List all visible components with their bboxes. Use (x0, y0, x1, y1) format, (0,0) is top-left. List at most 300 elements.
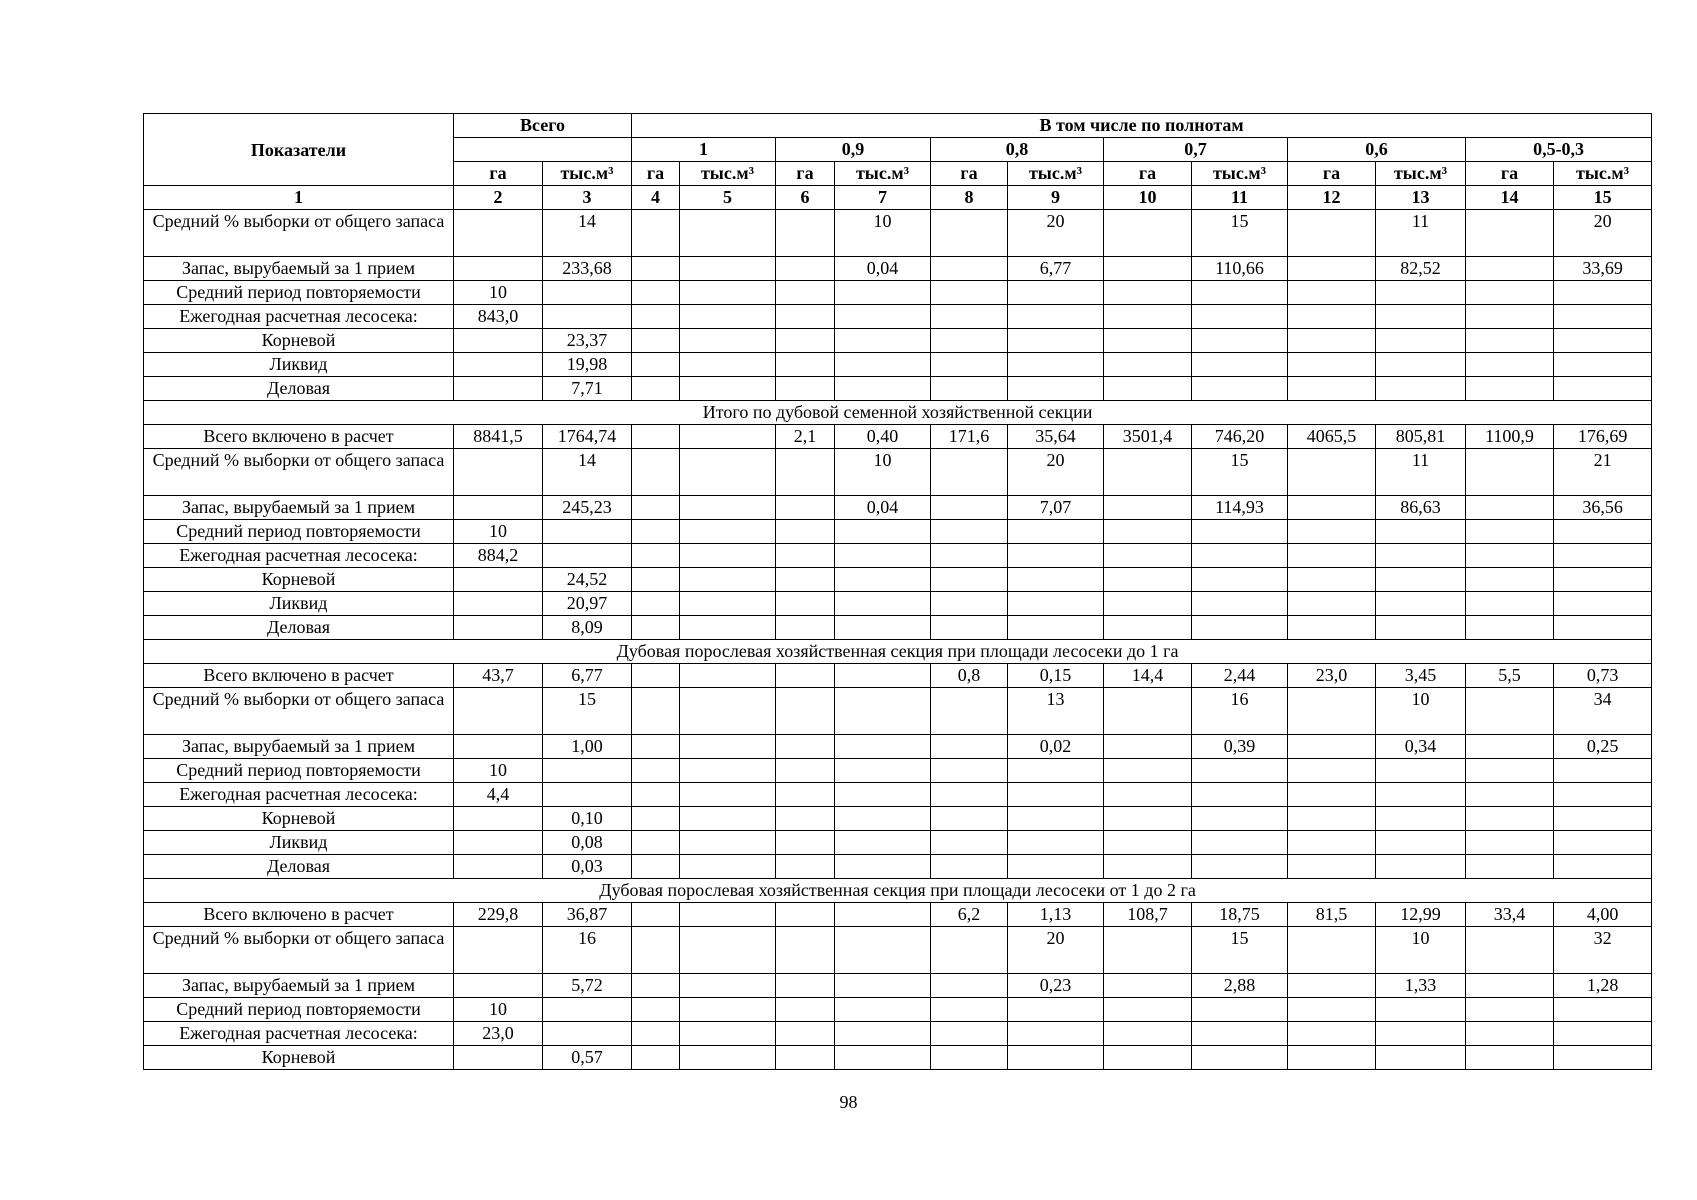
table-cell (1008, 544, 1104, 568)
table-cell: 36,87 (543, 903, 632, 927)
cutting-area-table (143, 113, 1652, 1070)
table-cell (543, 998, 632, 1022)
header-density: 0,6 (1288, 138, 1466, 162)
table-cell (835, 998, 931, 1022)
table-cell (1104, 449, 1192, 496)
page-number: 98 (839, 1092, 858, 1112)
table-cell (776, 377, 835, 401)
table-cell (680, 353, 776, 377)
table-cell (835, 616, 931, 640)
table-cell: 8841,5 (454, 425, 543, 449)
row-label: Средний % выборки от общего запаса (144, 688, 454, 735)
table-cell (776, 281, 835, 305)
table-cell (1466, 353, 1554, 377)
section-title-row (144, 879, 1652, 903)
header-unit: тыс.м³ (1554, 162, 1652, 186)
table-cell (835, 353, 931, 377)
table-cell (1192, 329, 1288, 353)
table-cell (776, 807, 835, 831)
table-cell (1288, 496, 1376, 520)
table-cell (1192, 759, 1288, 783)
table-cell (776, 592, 835, 616)
table-cell (454, 257, 543, 281)
table-row (144, 807, 1652, 831)
table-cell (1554, 592, 1652, 616)
table-cell (680, 1022, 776, 1046)
row-label: Ежегодная расчетная лесосека: (144, 544, 454, 568)
table-cell: 11 (1376, 210, 1466, 257)
table-cell (680, 449, 776, 496)
table-cell (1466, 783, 1554, 807)
table-cell (632, 616, 680, 640)
table-cell (931, 855, 1008, 879)
table-cell (776, 831, 835, 855)
table-cell (1288, 1022, 1376, 1046)
table-cell (1376, 377, 1466, 401)
table-cell (632, 425, 680, 449)
table-cell: 13 (1008, 688, 1104, 735)
row-label: Средний период повторяемости (144, 759, 454, 783)
table-cell (454, 688, 543, 735)
table-row (144, 353, 1652, 377)
table-cell: 23,37 (543, 329, 632, 353)
header-unit: тыс.м³ (1008, 162, 1104, 186)
table-cell: 1,33 (1376, 974, 1466, 998)
table-cell (835, 281, 931, 305)
table-row (144, 496, 1652, 520)
header-column-number: 11 (1192, 186, 1288, 210)
section-title: Дубовая порослевая хозяйственная секция при площади лесосеки от 1 до 2 га (144, 879, 1652, 903)
header-density: 0,7 (1104, 138, 1288, 162)
row-label: Средний % выборки от общего запаса (144, 449, 454, 496)
table-cell (1376, 305, 1466, 329)
table-row (144, 1022, 1652, 1046)
table-cell: 10 (1376, 688, 1466, 735)
table-cell (454, 616, 543, 640)
table-cell: 1100,9 (1466, 425, 1554, 449)
header-column-number: 10 (1104, 186, 1192, 210)
table-cell (680, 544, 776, 568)
table-cell (632, 927, 680, 974)
table-cell (680, 568, 776, 592)
table-cell (1376, 783, 1466, 807)
table-cell (1288, 974, 1376, 998)
table-cell: 746,20 (1192, 425, 1288, 449)
table-cell (931, 377, 1008, 401)
table-row (144, 927, 1652, 974)
row-label: Деловая (144, 855, 454, 879)
table-cell (1192, 831, 1288, 855)
table-row (144, 735, 1652, 759)
table-cell: 36,56 (1554, 496, 1652, 520)
table-cell: 33,69 (1554, 257, 1652, 281)
table-cell (1288, 855, 1376, 879)
table-cell: 3501,4 (1104, 425, 1192, 449)
header-unit: га (931, 162, 1008, 186)
table-cell (1376, 544, 1466, 568)
table-cell: 0,10 (543, 807, 632, 831)
table-cell (931, 783, 1008, 807)
table-cell (1104, 807, 1192, 831)
table-cell (1104, 998, 1192, 1022)
table-row (144, 520, 1652, 544)
table-cell (835, 974, 931, 998)
header-density: 0,9 (776, 138, 931, 162)
header-column-number: 7 (835, 186, 931, 210)
table-cell (1104, 616, 1192, 640)
row-label: Ликвид (144, 831, 454, 855)
table-cell (776, 759, 835, 783)
table-cell: 1,28 (1554, 974, 1652, 998)
table-cell (1466, 616, 1554, 640)
row-label: Запас, вырубаемый за 1 прием (144, 735, 454, 759)
table-cell (1008, 759, 1104, 783)
table-cell (1104, 329, 1192, 353)
table-cell (1466, 831, 1554, 855)
header-unit: тыс.м³ (835, 162, 931, 186)
row-label: Всего включено в расчет (144, 903, 454, 927)
table-cell (680, 425, 776, 449)
table-cell (1192, 305, 1288, 329)
table-cell (1192, 592, 1288, 616)
table-cell (835, 568, 931, 592)
table-cell: 233,68 (543, 257, 632, 281)
table-cell (835, 855, 931, 879)
table-cell (1466, 807, 1554, 831)
table-cell: 16 (543, 927, 632, 974)
table-cell (835, 1022, 931, 1046)
table-cell (1554, 831, 1652, 855)
table-cell (776, 520, 835, 544)
table-row (144, 783, 1652, 807)
table-cell (1288, 1046, 1376, 1070)
table-cell (1104, 974, 1192, 998)
table-cell (1288, 449, 1376, 496)
table-cell (680, 377, 776, 401)
table-cell (1104, 735, 1192, 759)
table-cell (1008, 1046, 1104, 1070)
table-cell (931, 329, 1008, 353)
section-title: Итого по дубовой семенной хозяйственной секции (144, 401, 1652, 425)
table-cell: 8,09 (543, 616, 632, 640)
table-cell (1104, 688, 1192, 735)
table-cell (776, 616, 835, 640)
table-cell (931, 544, 1008, 568)
header-column-number: 14 (1466, 186, 1554, 210)
header-column-number: 5 (680, 186, 776, 210)
table-cell (632, 257, 680, 281)
table-row (144, 449, 1652, 496)
table-cell (835, 735, 931, 759)
table-cell (632, 592, 680, 616)
table-header (144, 114, 1652, 210)
table-cell (1104, 353, 1192, 377)
header-total: Всего (454, 114, 632, 138)
table-cell (931, 759, 1008, 783)
table-cell (1008, 329, 1104, 353)
table-cell (1376, 807, 1466, 831)
table-cell: 0,34 (1376, 735, 1466, 759)
table-cell (1466, 449, 1554, 496)
table-cell (931, 807, 1008, 831)
table-cell: 0,23 (1008, 974, 1104, 998)
table-cell (931, 257, 1008, 281)
table-cell (1288, 616, 1376, 640)
table-cell (1376, 329, 1466, 353)
table-row (144, 664, 1652, 688)
table-cell (680, 592, 776, 616)
table-cell: 0,57 (543, 1046, 632, 1070)
table-cell (680, 305, 776, 329)
table-cell (1104, 520, 1192, 544)
table-cell (680, 903, 776, 927)
table-cell (1466, 520, 1554, 544)
header-column-number: 1 (144, 186, 454, 210)
table-row (144, 831, 1652, 855)
table-cell (776, 855, 835, 879)
table-row (144, 616, 1652, 640)
table-cell (1376, 281, 1466, 305)
table-cell: 20,97 (543, 592, 632, 616)
row-label: Ликвид (144, 592, 454, 616)
table-cell (1008, 831, 1104, 855)
table-cell: 5,5 (1466, 664, 1554, 688)
table-cell (776, 927, 835, 974)
table-cell (454, 329, 543, 353)
table-cell: 805,81 (1376, 425, 1466, 449)
header-total-spacer (454, 138, 632, 162)
table-cell (680, 496, 776, 520)
table-cell: 10 (454, 759, 543, 783)
table-cell (1288, 210, 1376, 257)
table-cell (632, 496, 680, 520)
table-cell (1466, 998, 1554, 1022)
table-cell (835, 831, 931, 855)
table-cell (1008, 998, 1104, 1022)
table-cell: 245,23 (543, 496, 632, 520)
table-cell: 12,99 (1376, 903, 1466, 927)
section-title-row (144, 640, 1652, 664)
table-cell (1466, 281, 1554, 305)
table-cell (1008, 305, 1104, 329)
table-cell (1192, 807, 1288, 831)
table-cell: 7,71 (543, 377, 632, 401)
table-cell (680, 664, 776, 688)
header-column-number: 8 (931, 186, 1008, 210)
header-column-number: 2 (454, 186, 543, 210)
table-cell: 0,04 (835, 496, 931, 520)
table-cell: 33,4 (1466, 903, 1554, 927)
table-cell (632, 855, 680, 879)
table-cell (1104, 377, 1192, 401)
table-cell: 843,0 (454, 305, 543, 329)
table-cell (1288, 377, 1376, 401)
table-cell (1466, 855, 1554, 879)
table-cell (1288, 927, 1376, 974)
table-row (144, 281, 1652, 305)
table-cell (931, 568, 1008, 592)
table-cell (680, 257, 776, 281)
table-cell (776, 688, 835, 735)
row-label: Средний % выборки от общего запаса (144, 927, 454, 974)
table-cell (1192, 1022, 1288, 1046)
table-cell (680, 688, 776, 735)
table-cell: 2,44 (1192, 664, 1288, 688)
table-cell (1554, 1022, 1652, 1046)
header-unit: га (776, 162, 835, 186)
table-cell (1288, 544, 1376, 568)
table-cell: 43,7 (454, 664, 543, 688)
table-cell (1554, 855, 1652, 879)
table-cell (454, 927, 543, 974)
table-cell (1104, 1046, 1192, 1070)
table-cell (1104, 1022, 1192, 1046)
table-cell (1466, 1022, 1554, 1046)
table-cell (680, 735, 776, 759)
table-row (144, 903, 1652, 927)
table-cell (454, 855, 543, 879)
table-cell (1376, 520, 1466, 544)
table-cell (632, 998, 680, 1022)
table-cell (1008, 783, 1104, 807)
row-label: Запас, вырубаемый за 1 прием (144, 496, 454, 520)
table-cell (1288, 520, 1376, 544)
row-label: Средний период повторяемости (144, 998, 454, 1022)
table-cell (1466, 974, 1554, 998)
table-cell (632, 544, 680, 568)
table-cell: 32 (1554, 927, 1652, 974)
table-cell (1008, 520, 1104, 544)
row-label: Ежегодная расчетная лесосека: (144, 783, 454, 807)
header-unit: га (632, 162, 680, 186)
table-cell (776, 783, 835, 807)
table-cell (632, 783, 680, 807)
header-density: 1 (632, 138, 776, 162)
table-row (144, 974, 1652, 998)
table-cell (1554, 568, 1652, 592)
table-cell (1376, 1046, 1466, 1070)
table-cell (632, 329, 680, 353)
table-cell (931, 305, 1008, 329)
header-unit: тыс.м³ (1192, 162, 1288, 186)
table-cell (776, 257, 835, 281)
table-cell (543, 1022, 632, 1046)
table-cell (1466, 688, 1554, 735)
table-cell (1554, 616, 1652, 640)
table-cell (931, 927, 1008, 974)
table-cell (1008, 616, 1104, 640)
table-cell: 108,7 (1104, 903, 1192, 927)
table-cell (1376, 759, 1466, 783)
table-cell: 14 (543, 449, 632, 496)
table-cell: 3,45 (1376, 664, 1466, 688)
table-cell (835, 592, 931, 616)
row-label: Корневой (144, 568, 454, 592)
table-cell (454, 592, 543, 616)
table-cell (1104, 210, 1192, 257)
table-row (144, 568, 1652, 592)
table-cell (1554, 544, 1652, 568)
table-cell (1376, 1022, 1466, 1046)
table-cell (632, 210, 680, 257)
table-cell (835, 664, 931, 688)
table-cell (1466, 257, 1554, 281)
table-cell (776, 1046, 835, 1070)
table-cell (1104, 281, 1192, 305)
table-cell: 7,07 (1008, 496, 1104, 520)
table-cell: 4065,5 (1288, 425, 1376, 449)
table-cell (776, 210, 835, 257)
table-cell (454, 449, 543, 496)
table-cell: 884,2 (454, 544, 543, 568)
table-cell (835, 759, 931, 783)
table-cell (776, 664, 835, 688)
row-label: Средний период повторяемости (144, 281, 454, 305)
table-cell: 15 (1192, 210, 1288, 257)
row-label: Корневой (144, 1046, 454, 1070)
header-unit: га (1466, 162, 1554, 186)
table-cell: 0,8 (931, 664, 1008, 688)
table-cell (931, 974, 1008, 998)
table-cell (1376, 831, 1466, 855)
table-cell (1192, 998, 1288, 1022)
table-cell: 81,5 (1288, 903, 1376, 927)
table-row (144, 377, 1652, 401)
row-label: Деловая (144, 377, 454, 401)
table-cell (632, 688, 680, 735)
table-cell: 0,39 (1192, 735, 1288, 759)
section-title-row (144, 401, 1652, 425)
table-cell (632, 377, 680, 401)
table-cell (632, 353, 680, 377)
table-row (144, 305, 1652, 329)
table-cell: 171,6 (931, 425, 1008, 449)
table-row (144, 329, 1652, 353)
table-cell: 2,88 (1192, 974, 1288, 998)
table-cell (1288, 688, 1376, 735)
table-row (144, 1046, 1652, 1070)
row-label: Запас, вырубаемый за 1 прием (144, 974, 454, 998)
table-cell (1008, 592, 1104, 616)
table-cell (680, 520, 776, 544)
table-cell (1008, 807, 1104, 831)
table-cell (776, 449, 835, 496)
table-cell (632, 1022, 680, 1046)
table-cell (931, 1046, 1008, 1070)
table-cell: 6,77 (543, 664, 632, 688)
table-cell: 0,40 (835, 425, 931, 449)
table-cell: 23,0 (1288, 664, 1376, 688)
table-cell (632, 568, 680, 592)
table-cell: 15 (543, 688, 632, 735)
table-cell (1466, 377, 1554, 401)
header-unit: га (1104, 162, 1192, 186)
table-cell (1008, 568, 1104, 592)
table-cell: 16 (1192, 688, 1288, 735)
table-cell (1104, 305, 1192, 329)
table-cell (931, 520, 1008, 544)
table-cell (1376, 998, 1466, 1022)
table-cell (776, 496, 835, 520)
table-cell (1288, 998, 1376, 1022)
table-row (144, 425, 1652, 449)
table-cell (776, 974, 835, 998)
table-cell: 1,00 (543, 735, 632, 759)
table-cell (543, 281, 632, 305)
table-cell (632, 449, 680, 496)
table-cell (1376, 616, 1466, 640)
table-cell: 20 (1008, 210, 1104, 257)
